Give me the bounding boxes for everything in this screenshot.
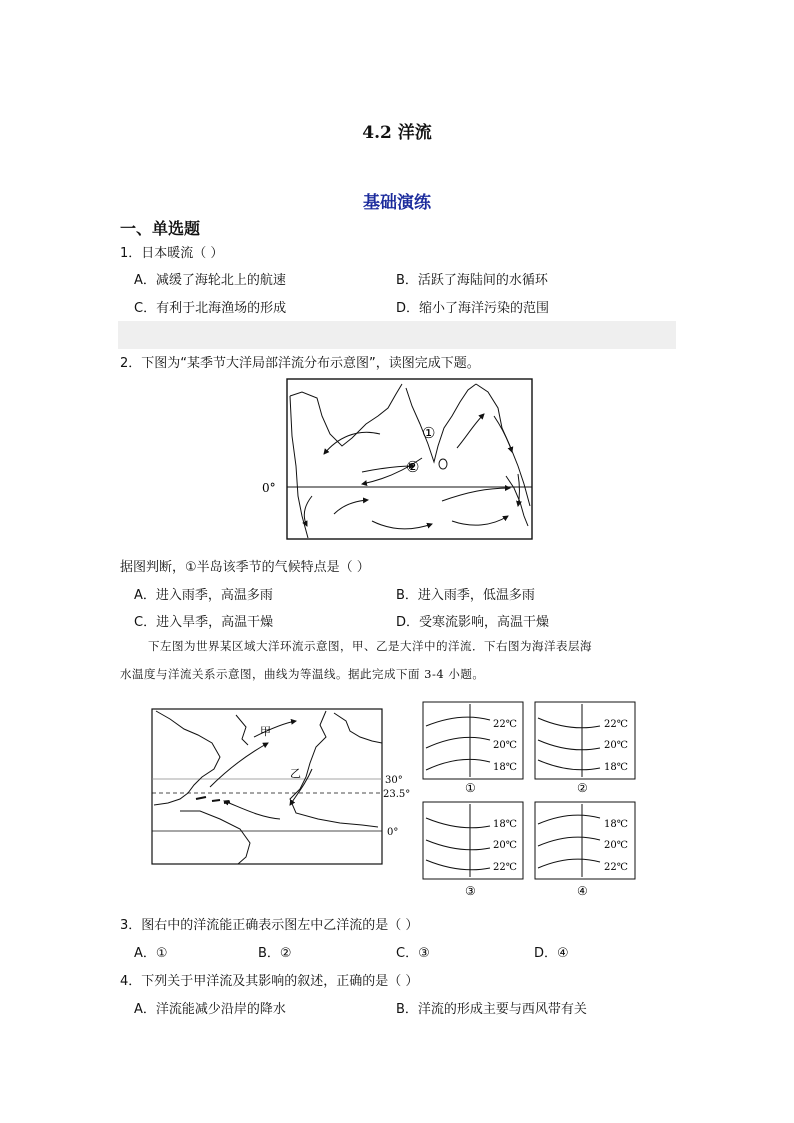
svg-text:③: ③ — [465, 884, 476, 898]
svg-text:18℃: 18℃ — [604, 762, 628, 773]
passage-line-2: 水温度与洋流关系示意图，曲线为等温线。据此完成下面 3-4 小题。 — [120, 667, 485, 681]
q3-option-b: B．② — [258, 946, 292, 961]
section-subtitle: 基础演练 — [363, 193, 431, 213]
q2-sub-stem: 据图判断，①半岛该季节的气候特点是（ ） — [120, 560, 370, 575]
marker-2: ② — [406, 458, 420, 476]
current-jia-label: 甲 — [260, 725, 271, 738]
page-title: 4.2 洋流 — [362, 123, 432, 143]
passage-line-1: 下左图为世界某区域大洋环流示意图，甲、乙是大洋中的洋流．下右图为海洋表层海 — [148, 639, 592, 653]
current-yi-label: 乙 — [290, 767, 301, 780]
q3-stem: 3．图右中的洋流能正确表示图左中乙洋流的是（ ） — [120, 918, 419, 933]
q2-option-c: C．进入旱季，高温干燥 — [134, 615, 274, 630]
svg-text:22℃: 22℃ — [604, 862, 628, 873]
lat-0-label: 0° — [387, 827, 399, 838]
answer-area-shading — [118, 321, 676, 349]
svg-text:20℃: 20℃ — [604, 740, 628, 751]
q3-option-a: A．① — [134, 946, 168, 961]
q4-stem: 4．下列关于甲洋流及其影响的叙述，正确的是（ ） — [120, 974, 419, 989]
ocean-current-map — [262, 376, 537, 542]
panel-1 — [423, 702, 523, 795]
svg-text:①: ① — [465, 781, 476, 795]
q4-option-b: B．洋流的形成主要与西风带有关 — [396, 1002, 587, 1017]
q4-option-a: A．洋流能减少沿岸的降水 — [134, 1002, 286, 1017]
isotherm-panels — [420, 700, 640, 900]
q2-option-b: B．进入雨季，低温多雨 — [396, 588, 535, 603]
q2-option-a: A．进入雨季，高温多雨 — [134, 588, 273, 603]
svg-text:18℃: 18℃ — [604, 819, 628, 830]
q1-option-a: A．减缓了海轮北上的航速 — [134, 273, 286, 288]
lat-23-label: 23.5° — [383, 789, 410, 800]
svg-text:18℃: 18℃ — [493, 762, 517, 773]
q1-option-b: B．活跃了海陆间的水循环 — [396, 273, 548, 288]
svg-text:20℃: 20℃ — [493, 840, 517, 851]
svg-text:18℃: 18℃ — [493, 819, 517, 830]
equator-label: 0° — [262, 481, 276, 495]
svg-text:22℃: 22℃ — [493, 719, 517, 730]
q1-option-c: C．有利于北海渔场的形成 — [134, 301, 287, 316]
q3-option-d: D．④ — [534, 946, 569, 961]
lat-30-label: 30° — [385, 775, 403, 786]
svg-text:②: ② — [577, 781, 588, 795]
svg-text:20℃: 20℃ — [493, 740, 517, 751]
svg-text:④: ④ — [577, 884, 588, 898]
marker-1: ① — [422, 424, 436, 442]
atlantic-current-map — [150, 707, 410, 867]
q2-stem: 2．下图为“某季节大洋局部洋流分布示意图”，读图完成下题。 — [120, 356, 480, 371]
q1-option-d: D．缩小了海洋污染的范围 — [396, 301, 550, 316]
svg-text:22℃: 22℃ — [493, 862, 517, 873]
panel-4 — [535, 802, 635, 898]
q2-option-d: D．受寒流影响，高温干燥 — [396, 615, 550, 630]
panel-3 — [423, 802, 523, 898]
q3-option-c: C．③ — [396, 946, 430, 961]
svg-text:22℃: 22℃ — [604, 719, 628, 730]
svg-text:20℃: 20℃ — [604, 840, 628, 851]
panel-2 — [535, 702, 635, 795]
section-heading: 一、单选题 — [120, 219, 201, 238]
q1-stem: 1．日本暖流（ ） — [120, 246, 224, 261]
